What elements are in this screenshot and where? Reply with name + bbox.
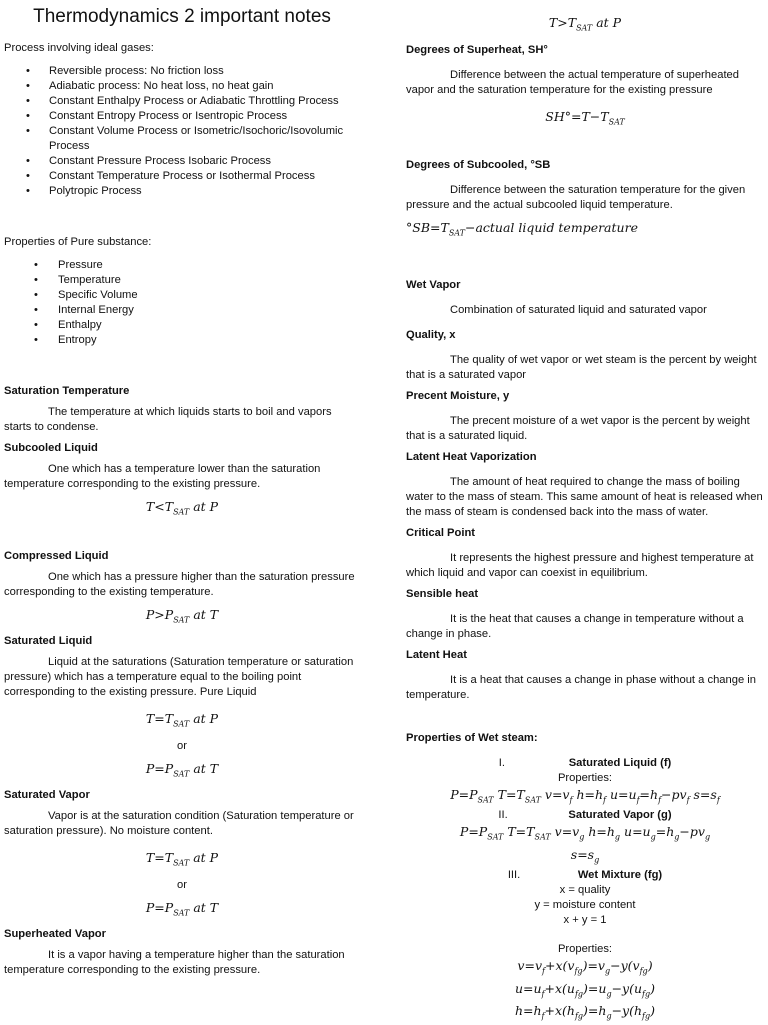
wet-mixture-line: x + y = 1 [563, 914, 607, 926]
latent-heat-body: It is a heat that causes a change in phase without a change in temperature. [406, 673, 757, 701]
list-item: • Constant Entropy Process or Isentropic Process [4, 109, 360, 124]
wet-mixture-fg-label: Wet Mixture (fg) [577, 869, 663, 881]
subcooled-degrees-body: Difference between the saturation temperature for the given pressure and the actual subcooled liquid temperature. [406, 184, 746, 211]
saturation-temperature-body: The temperature at which liquids starts to boil and vapors starts to condense. [4, 406, 332, 433]
superheat-heading: Degrees of Superheat, SH° [406, 43, 548, 56]
sensible-heat-body: It is the heat that causes a change in temperature without a change in phase. [406, 612, 744, 640]
ideal-gases-heading: Process involving ideal gases: [4, 42, 154, 54]
right-column [406, 0, 764, 1025]
list-item: • Temperature [4, 273, 360, 288]
moisture-body: The precent moisture of a wet vapor is the percent by weight that is a saturated liquid. [406, 414, 750, 442]
equation: $P=P_{SAT}$ at T [145, 899, 219, 917]
wet-vapor-body: Combination of saturated liquid and saturated vapor [450, 303, 707, 316]
list-item: • Reversible process: No friction loss [4, 64, 360, 79]
sensible-heat-heading: Sensible heat [406, 587, 479, 600]
roman-numeral: I. [498, 756, 505, 769]
wet-steam-heading: Properties of Wet steam: [406, 731, 538, 744]
superheat-body: Difference between the actual temperature of superheated vapor and the saturation temperature for the existing pressure [406, 68, 739, 96]
equation: $s=s_g$ [570, 846, 600, 864]
equation: $P>P_{SAT}$ at T [145, 606, 219, 624]
roman-numeral: II. [498, 809, 508, 821]
list-item: • Constant Volume Process or Isometric/Isochoric/Isovolumic Process [4, 124, 360, 154]
saturated-vapor-heading: Saturated Vapor [4, 789, 90, 801]
compressed-liquid-heading: Compressed Liquid [4, 549, 109, 562]
saturation-temperature-heading: Saturation Temperature [4, 385, 130, 397]
compressed-liquid-body: One which has a pressure higher than the saturation pressure corresponding to the existing temperature. [4, 570, 355, 598]
saturated-liquid-heading: Saturated Liquid [4, 635, 93, 647]
saturated-liquid-body: Liquid at the saturations (Saturation temperature or saturation pressure) which has a temperature equal to the boiling point corresponding to the existing pressure. Pure Liquid [4, 656, 354, 698]
pure-substance-heading: Properties of Pure substance: [4, 236, 152, 248]
equation: $T=T_{SAT}$ at P [145, 711, 219, 729]
critical-point-heading: Critical Point [406, 526, 475, 539]
equation: $SH^\circ=T-T_{SAT}$ [545, 108, 625, 126]
left-column [4, 0, 360, 978]
equation: $u=u_f+x(u_{fg})=u_g-y(u_{fg})$ [514, 980, 656, 998]
wet-vapor-heading: Wet Vapor [406, 278, 461, 291]
list-item: • Entropy [4, 333, 360, 348]
equation: $h=h_f+x(h_{fg})=h_g-y(h_{fg})$ [514, 1003, 656, 1021]
list-item: • Constant Pressure Process Isobaric Process [4, 154, 360, 169]
quality-heading: Quality, x [406, 328, 456, 341]
list-item: • Pressure [4, 258, 360, 273]
wet-mixture-fg-item [406, 868, 764, 883]
equation: $P=P_{SAT}$ $T=T_{SAT}$ $v=v_f$ $h=h_f$ $u=u_f=h_f-pv_f$ $s=s_f$ [450, 786, 720, 804]
list-item: • Constant Enthalpy Process or Adiabatic Throttling Process [4, 94, 360, 109]
wet-mixture-line: x = quality [559, 884, 611, 896]
moisture-heading: Precent Moisture, y [406, 389, 510, 402]
properties-label: Properties: [557, 943, 613, 955]
properties-label: Properties: [557, 771, 613, 784]
latent-vaporization-body: The amount of heat required to change the mass of boiling water to the mass of steam. This same amount of heat is released when the mass of steam is condensed back into the mass of water. [406, 475, 763, 518]
list-item: • Adiabatic process: No heat loss, no heat gain [4, 79, 360, 94]
ideal-gases-list [4, 64, 360, 199]
saturated-vapor-g-label: Saturated Vapor (g) [568, 809, 672, 821]
list-item: • Specific Volume [4, 288, 360, 303]
quality-body: The quality of wet vapor or wet steam is the percent by weight that is a saturated vapor [406, 353, 757, 381]
latent-vaporization-heading: Latent Heat Vaporization [406, 450, 537, 463]
list-item: • Internal Energy [4, 303, 360, 318]
page-title: Thermodynamics 2 important notes [33, 6, 331, 27]
or-label: or [177, 739, 187, 752]
saturated-vapor-g-item [406, 808, 764, 823]
equation: $^\circ SB=T_{SAT}-actual$ liquid temperature [406, 220, 638, 238]
roman-numeral: III. [507, 869, 521, 881]
superheated-vapor-heading: Superheated Vapor [4, 928, 106, 940]
subcooled-liquid-body: One which has a temperature lower than the saturation temperature corresponding to the existing pressure. [4, 463, 321, 490]
saturated-liquid-f-item [406, 756, 764, 771]
equation: $T<T_{SAT}$ at P [145, 499, 219, 517]
equation: $T>T_{SAT}$ at P [548, 15, 622, 33]
or-label: or [177, 878, 187, 891]
superheated-vapor-body: It is a vapor having a temperature higher than the saturation temperature corresponding to the existing pressure. [4, 949, 345, 976]
saturated-liquid-f-label: Saturated Liquid (f) [568, 756, 672, 769]
latent-heat-heading: Latent Heat [406, 648, 467, 661]
equation: $P=P_{SAT}$ at T [145, 760, 219, 778]
wet-mixture-line: y = moisture content [534, 899, 636, 911]
equation: $v=v_f+x(v_{fg})=v_g-y(v_{fg})$ [517, 958, 653, 976]
subcooled-liquid-heading: Subcooled Liquid [4, 442, 98, 454]
saturated-vapor-body: Vapor is at the saturation condition (Saturation temperature or saturation pressure). No moisture content. [4, 810, 354, 837]
list-item: • Constant Temperature Process or Isothermal Process [4, 169, 360, 184]
pure-substance-list [4, 258, 360, 348]
subcooled-degrees-heading: Degrees of Subcooled, °SB [406, 159, 551, 171]
critical-point-body: It represents the highest pressure and highest temperature at which liquid and vapor can coexist in equilibrium. [406, 551, 754, 579]
list-item: • Polytropic Process [4, 184, 360, 199]
equation: $P=P_{SAT}$ $T=T_{SAT}$ $v=v_g$ $h=h_g$ $u=u_g=h_g-pv_g$ [459, 824, 711, 842]
list-item: • Enthalpy [4, 318, 360, 333]
equation: $T=T_{SAT}$ at P [145, 850, 219, 868]
